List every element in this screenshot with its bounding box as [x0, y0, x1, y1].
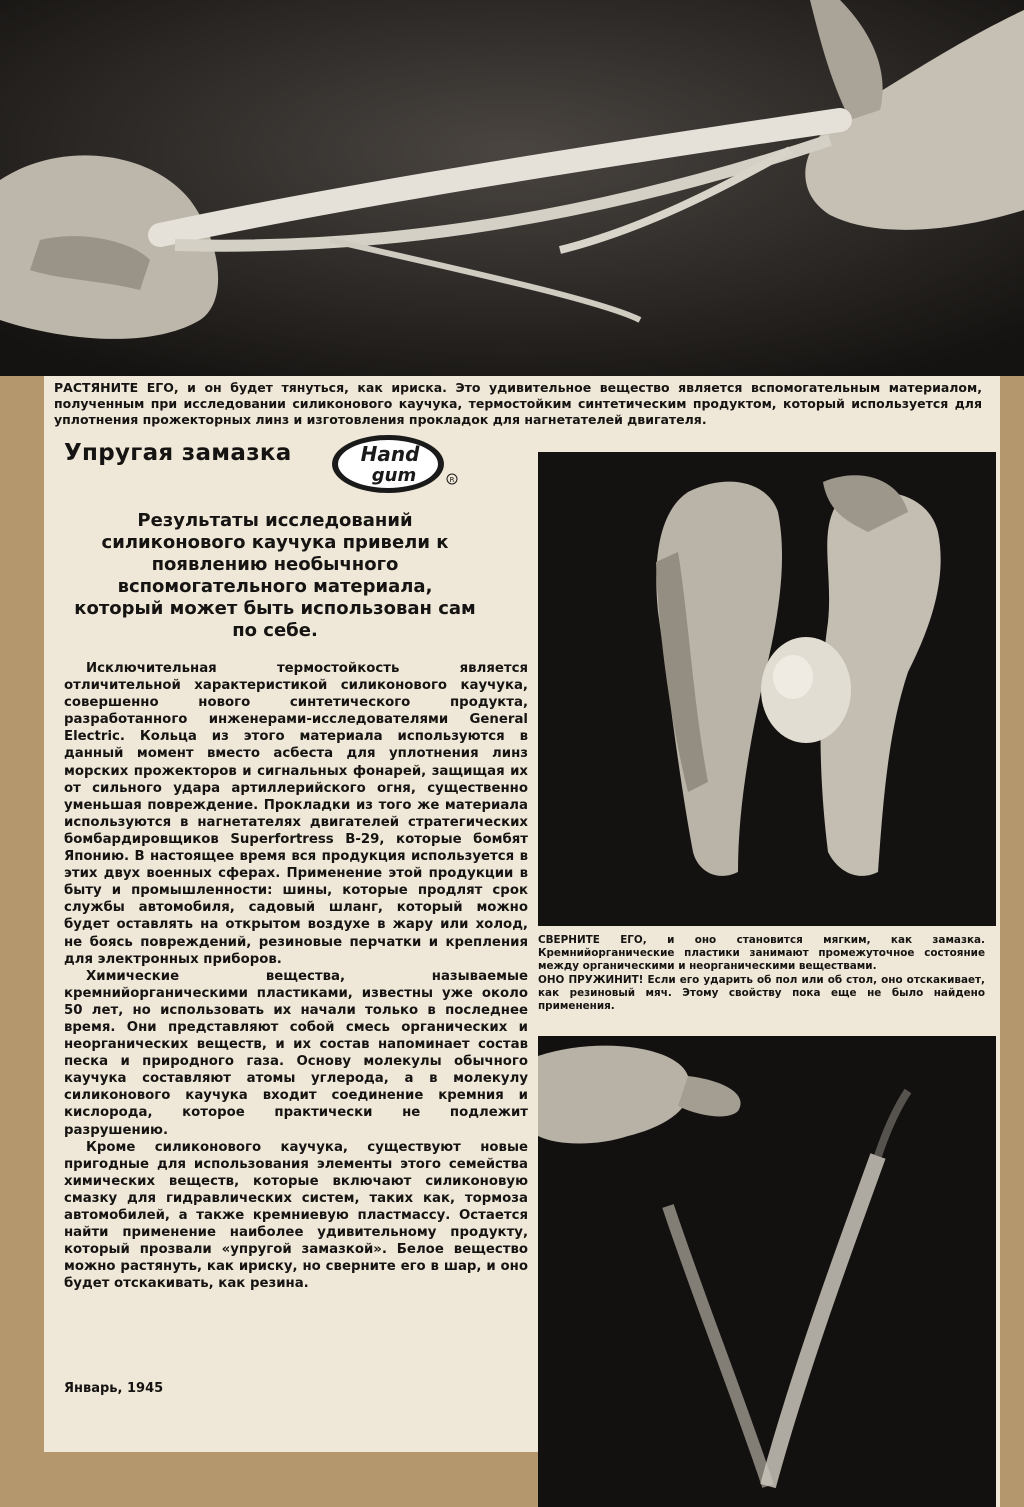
article-title: Упругая замазка: [64, 440, 292, 466]
caption-it-bounces: ОНО ПРУЖИНИТ! Если его ударить об пол или об стол, оно отскакивает, как резиновый мяч. Этому свойству пока еще не было найдено применения.: [538, 973, 985, 1013]
squeezed-putty-ball-photo: [538, 452, 996, 926]
logo-word-hand: Hand: [360, 442, 420, 466]
issue-date: Январь, 1945: [64, 1381, 164, 1396]
aged-left-edge: [0, 370, 44, 1507]
caption-roll-it: СВЕРНИТЕ ЕГО, и оно становится мягким, как замазка. Кремнийорганические пластики занимают промежуточное состояние между органическими и неорганическими веществами.: [538, 934, 985, 973]
aged-bottom-edge: [0, 1452, 540, 1507]
body-paragraph: Кроме силиконового каучука, существуют новые пригодные для использования элементы этого семейства химических веществ, которые включают силиконовую смазку для гидравлических систем, таких как, тормоза автомобилей, а также кремниевую пластмассу. Остается найти применение наиболее удивительному продукту, который прозвали «упругой замазкой». Белое вещество можно растянуть, как ириску, но сверните его в шар, и оно будет отскакивать, как резина.: [64, 1139, 528, 1292]
lead-paragraph: Результаты исследований силиконового каучука привели к появлению необычного вспомогательного материала, который может быть использован сам по себе.: [74, 510, 476, 641]
aged-right-edge: [1000, 370, 1024, 1507]
handgum-logo: [328, 432, 460, 496]
stretched-putty-photo: [0, 0, 1024, 376]
body-paragraph: Химические вещества, называемые кремнийорганическими пластиками, известны уже около 50 лет, но использовать их начали только в последнее время. Они представляют собой смесь органических и неорганических веществ, и их состав напоминает состав песка и природного газа. Основу молекулы обычного каучука составляют атомы углерода, а в молекулу силиконового каучука входит соединение кремния и кислорода, которое практически не подлежит разрушению.: [64, 968, 528, 1138]
body-paragraph: Исключительная термостойкость является отличительной характеристикой силиконового каучука, совершенно нового синтетического продукта, разработанного инженерами-исследователями General Electric. Кольца из этого материала используются в данный момент вместо асбеста для уплотнения линз морских прожекторов и сигнальных фонарей, защищая их от сильного удара артиллерийского огня, существенно уменьшая повреждение. Прокладки из того же материала используются в нагнетателях двигателей стратегических бомбардировщиков Superfortress B-29, которые бомбят Японию. В настоящее время вся продукция используется в этих двух военных сферах. Применение этой продукции в быту и промышленности: шины, которые продлят срок службы автомобиля, садовый шланг, который можно будет оставлять на открытом воздухе в жару или холод, не боясь повреждений, резиновые перчатки и крепления для электронных приборов.: [64, 661, 528, 967]
bouncing-putty-photo: [538, 1036, 996, 1507]
side-photo-caption: [538, 934, 985, 1013]
article-body: [64, 660, 528, 1292]
logo-word-gum: gum: [371, 465, 417, 486]
top-photo-caption: РАСТЯНИТЕ ЕГО, и он будет тянуться, как ириска. Это удивительное вещество является вспомогательным материалом, полученным при исследовании силиконового каучука, термостойким синтетическим продуктом, который используется для уплотнения прожекторных линз и изготовления прокладок для нагнетателей двигателя.: [54, 380, 982, 427]
logo-registered-mark: R: [449, 476, 455, 484]
